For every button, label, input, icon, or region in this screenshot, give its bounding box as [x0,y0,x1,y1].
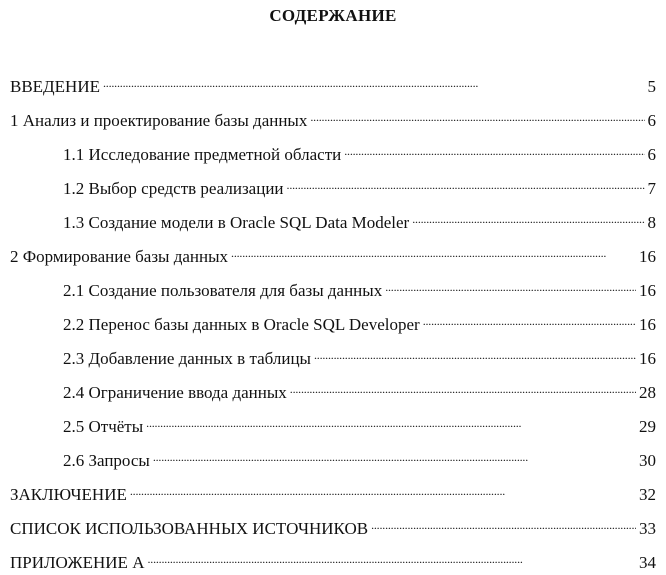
toc-entry-page: 16 [639,281,656,300]
toc-title: СОДЕРЖАНИЕ [269,6,397,25]
toc-entry-section-2-1[interactable] [63,272,656,300]
toc-entry-page: 28 [639,383,656,402]
toc-entry-appendix-a[interactable] [10,544,656,572]
toc-entry-chapter-1[interactable] [10,102,656,130]
toc-entry-label: 2.2 Перенос базы данных в Oracle SQL Developer [63,315,420,334]
toc-entry-page: 16 [639,349,656,368]
dot-leader [147,544,636,568]
toc-entry-section-2-6[interactable] [63,442,656,470]
toc-entry-label: СПИСОК ИСПОЛЬЗОВАННЫХ ИСТОЧНИКОВ [10,519,369,538]
toc-entry-label: 1.1 Исследование предметной области [63,145,342,164]
toc-entry-page: 33 [639,519,656,538]
toc-entry-page: 16 [639,247,656,266]
toc-entry-section-1-2[interactable] [63,170,656,198]
toc-entry-section-2-4[interactable] [63,374,656,402]
dot-leader [344,136,644,160]
toc-entry-page: 6 [647,145,656,164]
toc-entry-section-1-1[interactable] [63,136,656,164]
dot-leader [287,170,645,194]
dot-leader [103,68,645,92]
toc-entry-label: ПРИЛОЖЕНИЕ А [10,553,145,572]
toc-entry-label: 2.6 Запросы [63,451,150,470]
toc-entry-page: 29 [639,417,656,436]
toc-entry-section-2-3[interactable] [63,340,656,368]
dot-leader [412,204,644,228]
toc-entry-label: ВВЕДЕНИЕ [10,77,100,96]
dot-leader [130,476,636,500]
toc-entry-section-1-3[interactable] [63,204,656,232]
toc-entry-page: 30 [639,451,656,470]
dot-leader [146,408,636,432]
toc-entry-label: 2.1 Создание пользователя для базы данных [63,281,383,300]
dot-leader [423,306,636,330]
toc-entry-introduction[interactable] [10,68,656,96]
toc-entry-label: 2.5 Отчёты [63,417,144,436]
dot-leader [314,340,636,364]
dot-leader [371,510,636,534]
toc-entry-label: 2.4 Ограничение ввода данных [63,383,287,402]
toc-entry-section-2-5[interactable] [63,408,656,436]
toc-entry-page: 7 [647,179,656,198]
toc-entry-page: 32 [639,485,656,504]
toc-entry-label: 1 Анализ и проектирование базы данных [10,111,308,130]
toc-entry-page: 5 [647,77,656,96]
toc-entry-label: ЗАКЛЮЧЕНИЕ [10,485,127,504]
toc-entry-label: 2 Формирование базы данных [10,247,229,266]
toc-entry-page: 8 [647,213,656,232]
toc-entry-chapter-2[interactable] [10,238,656,266]
toc-entry-page: 34 [639,553,656,572]
dot-leader [290,374,636,398]
toc-entry-label: 1.3 Создание модели в Oracle SQL Data Modeler [63,213,410,232]
toc-entry-page: 16 [639,315,656,334]
dot-leader [310,102,644,126]
toc-entry-label: 2.3 Добавление данных в таблицы [63,349,311,368]
dot-leader [231,238,636,262]
toc-entry-conclusion[interactable] [10,476,656,504]
dot-leader [385,272,636,296]
toc-entry-references[interactable] [10,510,656,538]
toc-entry-page: 6 [647,111,656,130]
toc-entry-label: 1.2 Выбор средств реализации [63,179,284,198]
dot-leader [153,442,636,466]
toc-entry-section-2-2[interactable] [63,306,656,334]
